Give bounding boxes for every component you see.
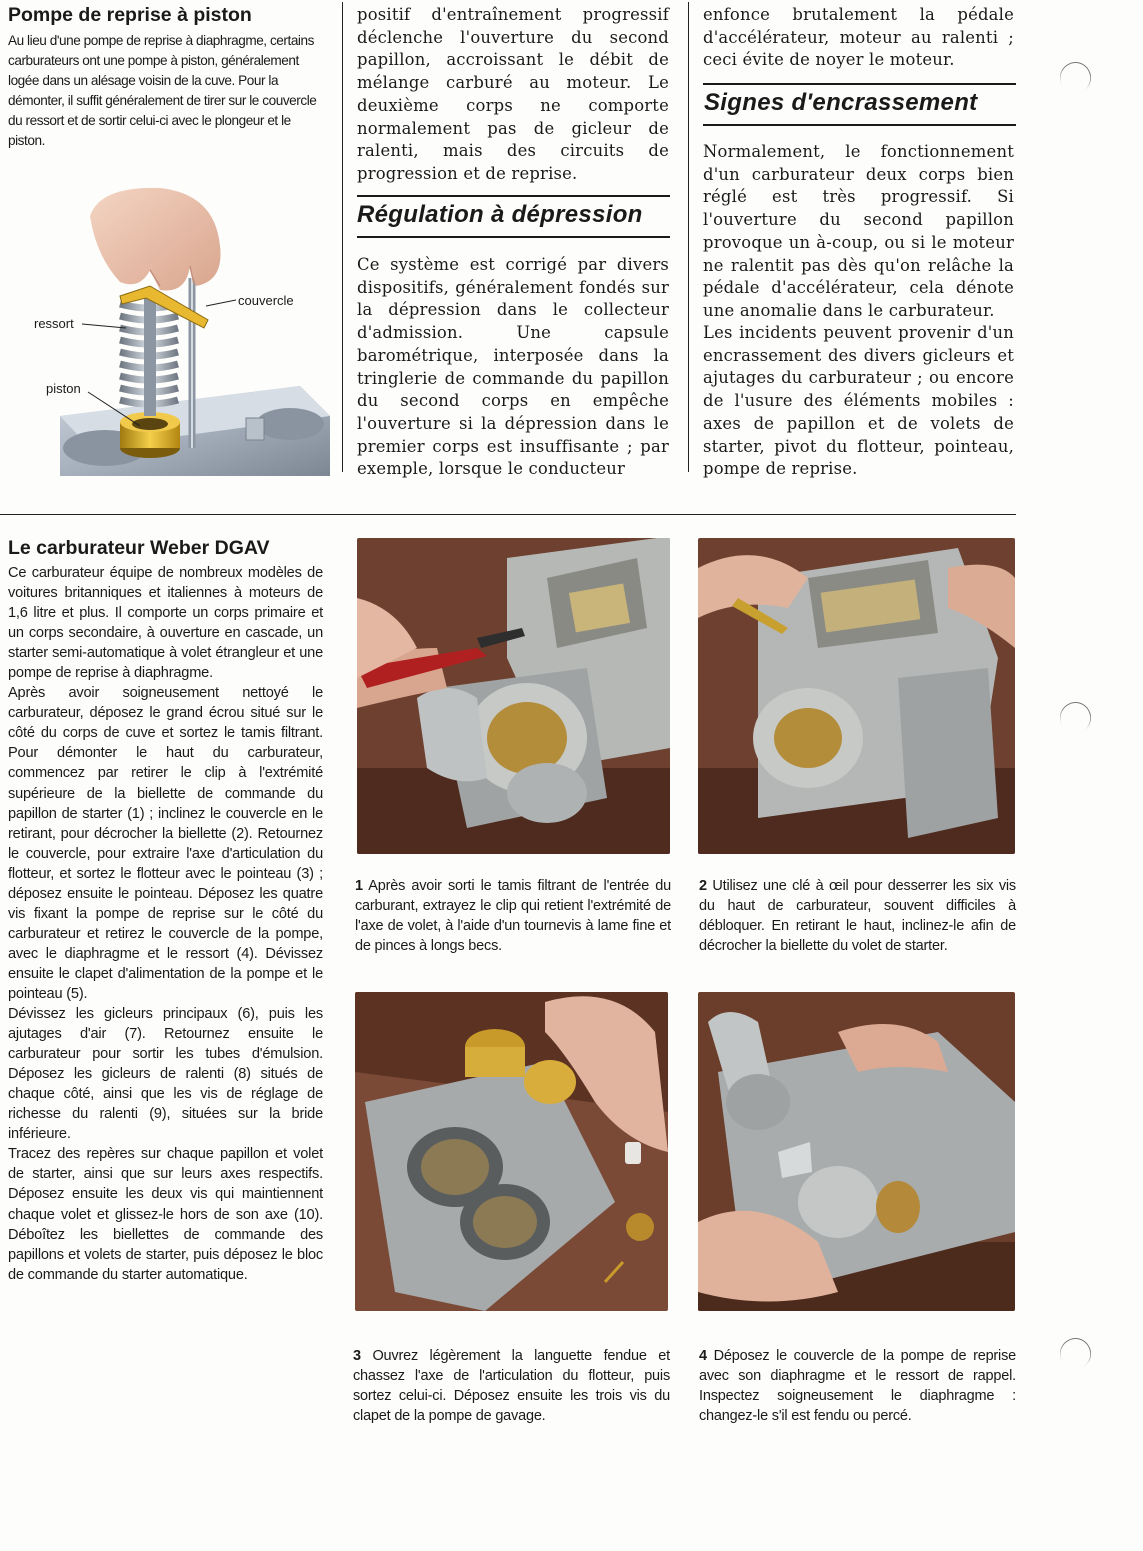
caption-1-text: Après avoir sorti le tamis filtrant de l'entrée du carburant, extrayez le clip qui retient l'extrémité de l'axe de volet, à l'aide d'un tournevis à lame fine et de pinces à longs becs. — [355, 878, 671, 954]
column2-heading: Régulation à dépression — [357, 201, 643, 228]
photo-step-3 — [355, 992, 668, 1311]
binder-hole-icon — [1054, 1332, 1096, 1374]
column2-heading-rule-bottom — [357, 236, 670, 238]
caption-4-number: 4 — [699, 1348, 707, 1364]
weber-paragraph-4: Tracez des repères sur chaque papillon et volet de starter, ainsi que sur leurs axes respectifs. Déposez ensuite les deux vis qui maintiennent chaque volet et glissez-le hors de son axe (10). Déboîtez les biellettes de commande des papillons et volets de starter, puis déposez le bloc de commande du starter automatique. — [8, 1146, 323, 1283]
intro-text: Au lieu d'une pompe de reprise à diaphragme, certains carburateurs ont une pompe à piston, généralement logée dans un alésage voisin de la cuve. Pour la démonter, il suffit généralement de tirer sur le couvercle du ressort et de sortir celui-ci avec le plongeur et le piston. — [8, 33, 317, 148]
photo-step-1 — [357, 538, 670, 854]
weber-body — [8, 563, 323, 1285]
caption-3 — [353, 1346, 670, 1426]
weber-paragraph-2: Après avoir soigneusement nettoyé le carburateur, déposez le grand écrou situé sur le côté du corps de cuve et sortez le tamis filtrant. Pour démonter le haut du carburateur, commencez par retirer le clip à l'extrémité supérieure de la biellette de commande du papillon de starter (1) ; inclinez le couvercle en le retirant, pour décrocher la biellette (2). Retournez le couvercle, pour extraire l'axe d'articulation du flotteur, et sortez le flotteur avec le pointeau (3) ; déposez ensuite le pointeau. Déposez les quatre vis fixant la pompe de reprise sur le côté du carburateur et retirez le couvercle de la pompe, avec le diaphragme et le ressort (4). Dévissez ensuite le clapet d'alimentation de la pompe et le pointeau (5). — [8, 685, 323, 1002]
column3-paragraph1: enfonce brutalement la pédale d'accélérateur, moteur au ralenti ; ceci évite de noyer le moteur. — [703, 5, 1014, 70]
intro-heading: Pompe de reprise à piston — [8, 4, 252, 26]
column3-heading: Signes d'encrassement — [704, 89, 978, 116]
column3-heading-rule-top — [703, 83, 1016, 85]
caption-2-text: Utilisez une clé à œil pour desserrer les six vis du haut de carburateur, souvent difficiles à débloquer. En retirant le haut, inclinez-le afin de décrocher la biellette du volet de starter. — [699, 878, 1016, 954]
section-separator — [0, 514, 1016, 515]
label-ressort: ressort — [34, 316, 74, 331]
photo-step-2 — [698, 538, 1015, 854]
column2-paragraph2: Ce système est corrigé par divers dispositifs, généralement fondés sur la dépression dans le collecteur d'admission. Une capsule barométrique, interposée dans la tringlerie de commande du papillon du second corps en empêche l'ouverture si la dépression dans le premier corps est insuffisante ; par exemple, lorsque le conducteur — [357, 255, 669, 479]
column3-paragraph2: Normalement, le fonctionnement d'un carburateur deux corps bien réglé est très progressif. Si l'ouverture du second papillon provoque un à-coup, ou si le moteur ne ralentit pas dès qu'on relâche la pédale d'accélérateur, cela dénote une anomalie dans le carburateur. — [703, 142, 1014, 320]
caption-1-number: 1 — [355, 878, 363, 894]
label-couvercle: couvercle — [238, 293, 294, 308]
caption-2 — [699, 876, 1016, 956]
column3-heading-rule-bottom — [703, 124, 1016, 126]
weber-paragraph-1: Ce carburateur équipe de nombreux modèles de voitures britanniques et italiennes à moteurs de 1,6 litre et plus. Il comporte un corps primaire et un corps secondaire, à ouverture en cascade, un starter semi-automatique à volet étrangleur et une pompe de reprise à diaphragme. — [8, 565, 323, 682]
photo-step-4 — [698, 992, 1015, 1311]
caption-4-text: Déposez le couvercle de la pompe de reprise avec son diaphragme et le ressort de rappel. Inspectez soigneusement le diaphragme : changez-le s'il est fendu ou percé. — [699, 1348, 1016, 1424]
piston-pump-illustration — [0, 186, 338, 476]
caption-4 — [699, 1346, 1016, 1426]
weber-heading: Le carburateur Weber DGAV — [8, 537, 270, 559]
column-rule-2 — [688, 2, 689, 472]
column2-paragraph1: positif d'entraînement progressif déclenche l'ouverture du second papillon, accroissant le débit de mélange carburé au moteur. Le deuxième corps ne comporte normalement pas de gicleur de ralenti, mais des circuits de progression et de reprise. — [357, 5, 669, 183]
weber-paragraph-3: Dévissez les gicleurs principaux (6), puis les ajutages d'air (7). Retournez ensuite le carburateur pour sortir les tubes d'émulsion. Déposez les gicleurs de ralenti (8) situés de chaque côté, ainsi que les vis de réglage de richesse du ralenti (9), situées sur la bride inférieure. — [8, 1006, 323, 1143]
binder-hole-icon — [1054, 56, 1096, 98]
column3-paragraph3: Les incidents peuvent provenir d'un encrassement des divers gicleurs et ajutages du carburateur ; ou encore de l'usure des éléments mobiles : axes de papillon et de volets de starter, pivot du flotteur, pointeau, pompe de reprise. — [703, 323, 1014, 479]
binder-hole-icon — [1054, 696, 1096, 738]
caption-3-text: Ouvrez légèrement la languette fendue et chassez l'axe de l'articulation du flotteur, puis sortez celui-ci. Déposez ensuite les trois vis du clapet de la pompe de gavage. — [353, 1348, 670, 1424]
label-piston: piston — [46, 381, 81, 396]
caption-1 — [355, 876, 671, 956]
column-rule-1 — [342, 2, 343, 472]
column2-heading-rule-top — [357, 195, 670, 197]
caption-3-number: 3 — [353, 1348, 361, 1364]
caption-2-number: 2 — [699, 878, 707, 894]
